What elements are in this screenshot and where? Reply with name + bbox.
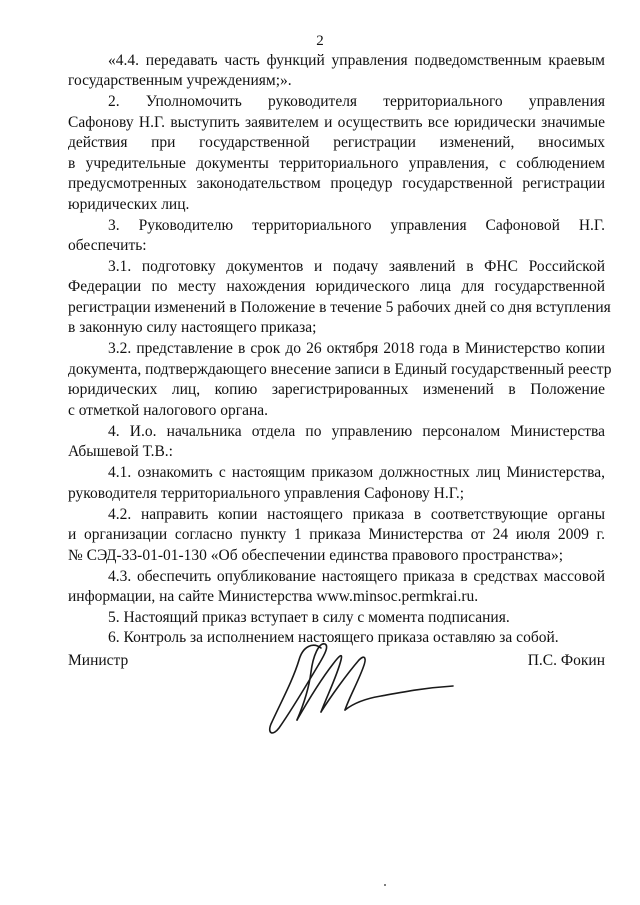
text-line: обеспечить: — [68, 237, 147, 254]
document-body — [68, 50, 612, 649]
text-line: 3.2. представление в срок до 26 октября 2018 года в Министерство копии — [108, 340, 605, 357]
text-line: «4.4. передавать часть функций управления подведомственным краевым — [108, 51, 605, 69]
paragraph-4 — [68, 422, 605, 463]
text-line: регистрации изменений в Положение в течение 5 рабочих дней со дня вступления — [68, 298, 611, 316]
text-line: информации, на сайте Министерства www.minsoc.permkrai.ru. — [68, 588, 479, 605]
text-line: государственным учреждениям;». — [68, 72, 292, 89]
signatory-name: П.С. Фокин — [527, 652, 605, 669]
paragraph-5 — [68, 608, 605, 629]
text-line: 4.2. направить копии настоящего приказа в соответствующие органы — [108, 505, 605, 523]
paragraph-4-2 — [68, 505, 605, 567]
text-line: 3. Руководителю территориального управления Сафоновой Н.Г. — [108, 216, 605, 234]
text-line: с отметкой налогового органа. — [68, 401, 269, 419]
scan-speck — [384, 884, 386, 886]
text-line: 5. Настоящий приказ вступает в силу с момента подписания. — [108, 608, 510, 626]
paragraph-3 — [68, 216, 605, 257]
text-line: в законную силу настоящего приказа; — [68, 319, 317, 336]
text-line: 6. Контроль за исполнением настоящего приказа оставляю за собой. — [108, 629, 559, 646]
signature-block — [68, 636, 605, 746]
text-line: предусмотренных законодательством процедур государственной регистрации — [68, 175, 605, 192]
text-line: юридических лиц, копию зарегистрированных изменений в Положение — [68, 381, 605, 398]
paragraph-4-1 — [68, 463, 605, 504]
text-line: руководителя территориального управления Сафонову Н.Г.; — [68, 484, 465, 502]
text-line: Абышевой Т.В.: — [68, 443, 173, 460]
text-line: в учредительные документы территориального управления, с соблюдением — [68, 154, 605, 172]
paragraph-4-3 — [68, 567, 605, 608]
text-line: 4. И.о. начальника отдела по управлению персоналом Министерства — [108, 422, 605, 440]
handwritten-signature — [263, 636, 463, 741]
text-line: 4.1. ознакомить с настоящим приказом должностных лиц Министерства, — [108, 464, 605, 481]
page-number: 2 — [316, 33, 324, 49]
text-line: документа, подтверждающего внесение записи в Единый государственный реестр — [68, 360, 612, 378]
text-line: и организации согласно пункту 1 приказа Министерства от 24 июля 2009 г. — [68, 526, 605, 543]
text-line: Сафонову Н.Г. выступить заявителем и осуществить все юридически значимые — [68, 113, 605, 131]
text-line: действия при государственной регистрации изменений, вносимых — [68, 134, 605, 151]
text-line: № СЭД-33-01-01-130 «Об обеспечении единства правового пространства»; — [68, 546, 564, 564]
paragraph-2 — [68, 92, 605, 215]
paragraph-3-2 — [68, 339, 612, 421]
text-line: 3.1. подготовку документов и подачу заявлений в ФНС Российской — [108, 257, 605, 275]
paragraph-3-1 — [68, 257, 611, 339]
paragraph-4-4-quote — [68, 51, 605, 92]
signatory-title: Министр — [68, 652, 129, 669]
text-line: 2. Уполномочить руководителя территориального управления — [108, 93, 605, 110]
text-line: юридических лиц. — [68, 195, 190, 213]
text-line: Федерации по месту нахождения юридического лица для государственной — [68, 278, 605, 295]
text-line: 4.3. обеспечить опубликование настоящего приказа в средствах массовой — [108, 567, 605, 585]
